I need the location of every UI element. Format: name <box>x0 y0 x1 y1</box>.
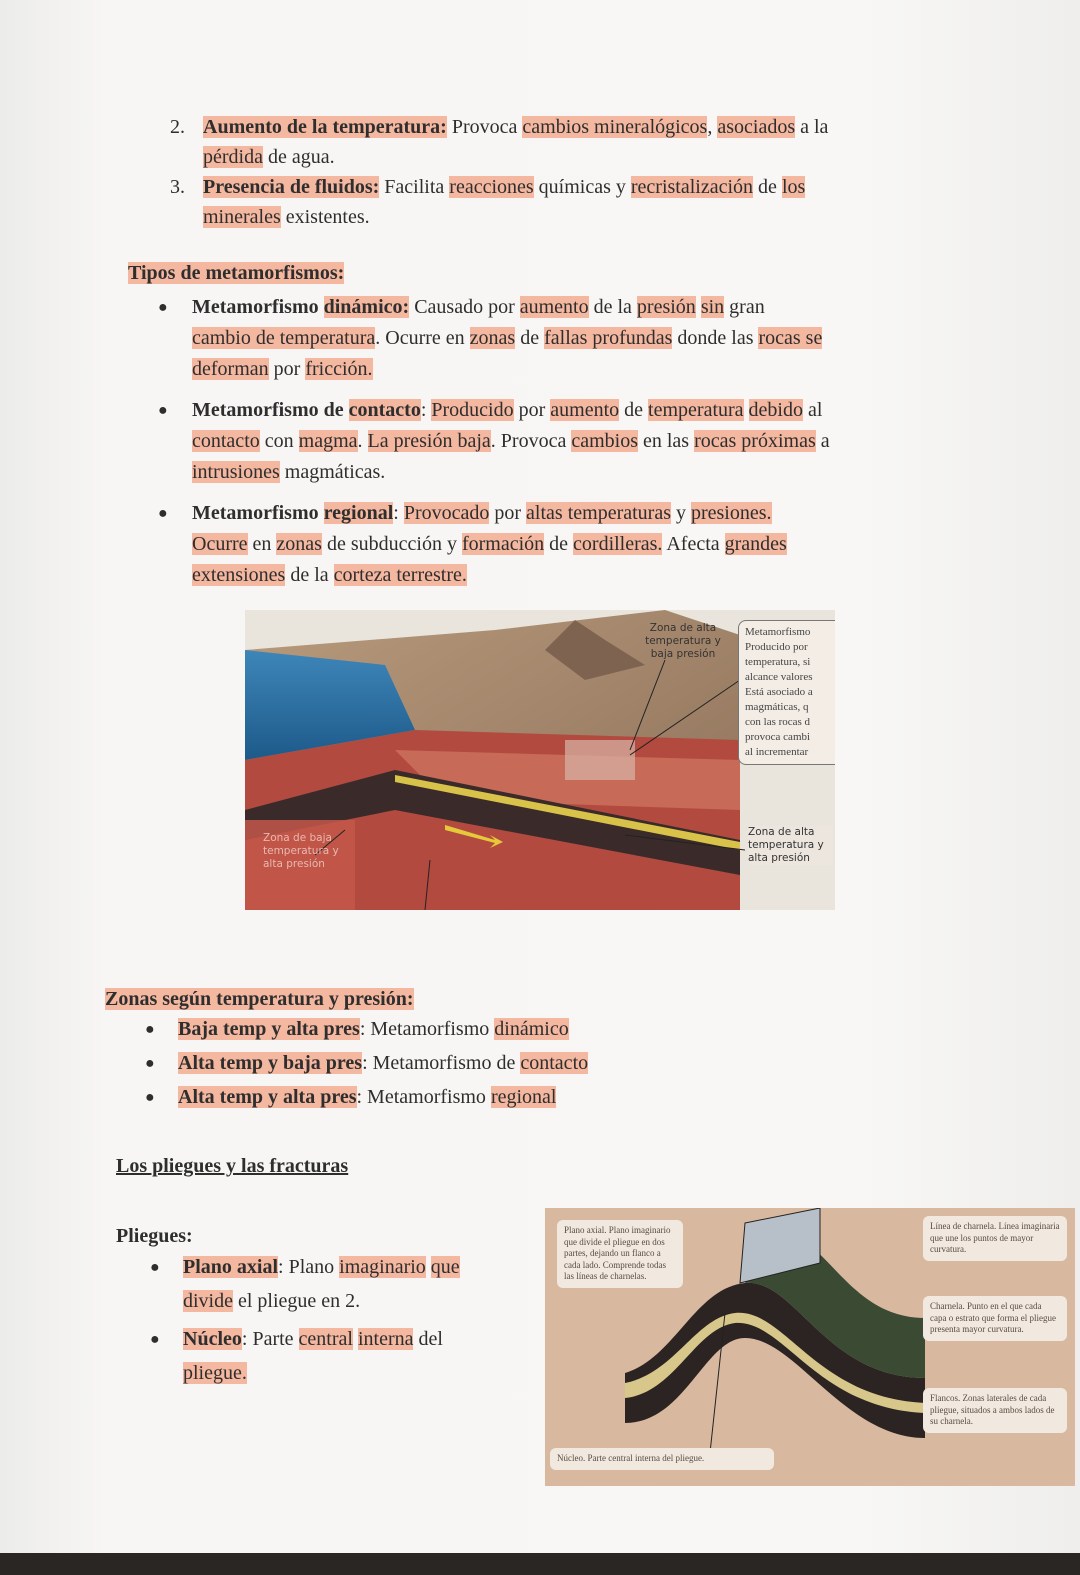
highlighted-text: Plano axial <box>183 1256 279 1278</box>
highlighted-text: fallas profundas <box>544 327 673 349</box>
highlighted-text: cambios <box>571 430 638 452</box>
tipos-heading-text: Tipos de metamorfismos: <box>128 262 345 284</box>
highlighted-text: imaginario <box>339 1256 426 1278</box>
text-segment: Metamorfismo <box>192 502 324 524</box>
text-line <box>203 142 335 173</box>
highlighted-text: central <box>298 1328 353 1350</box>
text-segment: del <box>413 1328 443 1350</box>
text-segment: de <box>753 176 782 198</box>
text-line <box>178 1082 556 1113</box>
text-segment: por <box>513 399 551 421</box>
highlighted-text: los <box>781 176 806 198</box>
highlighted-text: temperatura <box>648 399 744 421</box>
text-line <box>192 354 373 385</box>
text-segment: químicas y <box>533 176 631 198</box>
text-line <box>203 172 805 203</box>
text-segment: : Metamorfismo <box>356 1086 491 1108</box>
highlighted-text: Alta temp y alta pres <box>178 1086 357 1108</box>
zonas-heading <box>105 988 414 1011</box>
highlighted-text: contacto <box>348 399 421 421</box>
bullet-icon: ● <box>145 1055 155 1072</box>
highlighted-text: altas temperaturas <box>526 502 671 524</box>
highlighted-text: grandes <box>724 533 787 555</box>
text-segment: . Provoca <box>490 430 572 452</box>
info-box-line: Está asociado a <box>745 686 813 698</box>
text-segment: de agua. <box>262 146 335 168</box>
info-box-line: al incrementar <box>745 746 809 758</box>
text-segment: Causado por <box>409 296 520 318</box>
label-alta-temp-baja-pres: Zona de alta temperatura y baja presión <box>645 622 721 660</box>
text-line <box>192 498 772 529</box>
text-line <box>192 395 822 426</box>
bullet-icon: ● <box>158 505 168 522</box>
text-segment: : Metamorfismo de <box>362 1052 521 1074</box>
highlighted-text: contacto <box>520 1052 589 1074</box>
fold-diagram <box>545 1208 1075 1486</box>
highlighted-text: asociados <box>717 116 796 138</box>
text-line <box>183 1286 360 1317</box>
highlighted-text: sin <box>700 296 725 318</box>
text-segment <box>744 399 749 421</box>
bullet-icon: ● <box>145 1089 155 1106</box>
text-segment: . <box>357 430 368 452</box>
text-segment: existentes. <box>280 206 370 228</box>
text-line <box>192 426 830 457</box>
text-segment: de la <box>285 564 334 586</box>
section-title: Los pliegues y las fracturas <box>116 1155 349 1177</box>
highlighted-text: corteza terrestre. <box>333 564 467 586</box>
text-segment: Facilita <box>379 176 450 198</box>
info-box-line: alcance valores <box>745 671 813 683</box>
bullet-icon: ● <box>150 1331 160 1348</box>
highlighted-text: interna <box>357 1328 414 1350</box>
bullet-icon: ● <box>158 402 168 419</box>
highlighted-text: aumento <box>519 296 589 318</box>
highlighted-text: extensiones <box>192 564 286 586</box>
text-segment: el pliegue en 2. <box>233 1290 361 1312</box>
text-segment: a la <box>795 116 829 138</box>
highlighted-text: fricción. <box>305 358 373 380</box>
text-segment: de <box>619 399 649 421</box>
list-number: 3. <box>170 176 185 198</box>
highlighted-text: zonas <box>276 533 322 555</box>
highlighted-text: reacciones <box>449 176 534 198</box>
text-segment: de la <box>588 296 637 318</box>
bullet-icon: ● <box>158 299 168 316</box>
highlighted-text: dinámico: <box>323 296 410 318</box>
highlighted-text: pérdida <box>203 146 263 168</box>
text-line <box>192 529 787 560</box>
highlighted-text: rocas se <box>758 327 823 349</box>
highlighted-text: formación <box>461 533 545 555</box>
text-segment: por <box>489 502 527 524</box>
highlighted-text: Provocado <box>403 502 490 524</box>
highlighted-text: deforman <box>192 358 269 380</box>
info-box-line: magmáticas, q <box>745 701 809 713</box>
metamorfismo-info-box <box>738 620 835 765</box>
text-segment: en <box>247 533 277 555</box>
text-line <box>192 323 822 354</box>
text-line <box>183 1358 247 1389</box>
text-segment: magmáticas. <box>279 461 386 483</box>
text-line <box>178 1014 569 1045</box>
metamorphism-diagram <box>245 610 835 910</box>
text-line <box>192 292 765 323</box>
charnela-box: Charnela. Punto en el que cada capa o estrato que forma el pliegue presenta mayor curvatura. <box>923 1296 1067 1341</box>
highlighted-text: temperatura <box>279 327 376 349</box>
photo-bottom-edge <box>0 1553 1080 1575</box>
highlighted-text: contacto <box>192 430 260 452</box>
text-segment: : Metamorfismo <box>359 1018 495 1040</box>
text-segment: , <box>707 116 718 138</box>
text-line <box>192 457 385 488</box>
text-segment: : <box>393 502 404 524</box>
info-box-line: Producido por <box>745 641 808 653</box>
highlighted-text: zonas <box>469 327 516 349</box>
highlighted-text: La presión baja <box>367 430 491 452</box>
highlighted-text: pliegue. <box>183 1362 247 1384</box>
text-segment: a <box>815 430 830 452</box>
text-line <box>178 1048 588 1079</box>
highlighted-text: Producido <box>431 399 514 421</box>
highlighted-text: intrusiones <box>192 461 280 483</box>
highlighted-text: divide <box>183 1290 233 1312</box>
highlighted-text: debido <box>748 399 803 421</box>
nucleo-box: Núcleo. Parte central interna del pliegue. <box>550 1448 774 1470</box>
label-alta-temp-alta-pres: Zona de alta temperatura y alta presión <box>748 826 833 865</box>
text-segment: de subducción y <box>321 533 462 555</box>
text-segment: por <box>268 358 306 380</box>
label-baja-temp-alta-pres: Zona de baja temperatura y alta presión <box>263 832 339 870</box>
text-segment: : <box>420 399 432 421</box>
highlighted-text: regional <box>490 1086 557 1108</box>
text-segment: al <box>802 399 823 421</box>
highlighted-text: recristalización <box>630 176 754 198</box>
bullet-icon: ● <box>150 1259 160 1276</box>
highlighted-text: cambios mineralógicos <box>522 116 708 138</box>
highlighted-text: rocas próximas <box>694 430 816 452</box>
text-segment: . Ocurre en <box>375 327 470 349</box>
text-line <box>183 1324 443 1355</box>
text-line <box>203 112 828 143</box>
text-segment: en las <box>638 430 695 452</box>
text-segment: Metamorfismo de <box>192 399 349 421</box>
highlighted-text: magma <box>298 430 358 452</box>
info-box-line: con las rocas d <box>745 716 811 728</box>
text-segment: : Plano <box>278 1256 340 1278</box>
tipos-heading <box>128 262 344 285</box>
text-segment: Metamorfismo <box>192 296 324 318</box>
highlighted-text: que <box>430 1256 460 1278</box>
text-line <box>203 202 370 233</box>
linea-charnela-box: Línea de charnela. Línea imaginaria que une los puntos de mayor curvatura. <box>923 1216 1067 1261</box>
list-number: 2. <box>170 116 185 138</box>
highlighted-text: cambio de <box>192 327 280 349</box>
highlighted-text: dinámico <box>494 1018 569 1040</box>
pliegues-heading: Pliegues: <box>116 1225 193 1247</box>
info-box-line: Metamorfismo <box>745 626 811 638</box>
highlighted-text: Alta temp y baja pres <box>178 1052 363 1074</box>
highlighted-text: cordilleras. <box>573 533 663 555</box>
bullet-icon: ● <box>145 1021 155 1038</box>
text-segment: gran <box>724 296 765 318</box>
text-line <box>192 560 467 591</box>
highlighted-text: presiones. <box>690 502 772 524</box>
highlighted-text: aumento <box>550 399 620 421</box>
highlighted-text: Baja temp y alta pres <box>178 1018 360 1040</box>
highlighted-text: minerales <box>203 206 281 228</box>
text-segment: de <box>515 327 545 349</box>
highlighted-text: Núcleo <box>183 1328 242 1350</box>
highlighted-text: regional <box>323 502 394 524</box>
info-box-line: provoca cambi <box>745 731 811 743</box>
text-segment: de <box>544 533 574 555</box>
highlighted-text: Aumento de la temperatura: <box>203 116 447 138</box>
flancos-box: Flancos. Zonas laterales de cada pliegue, situados a ambos lados de su charnela. <box>923 1388 1067 1433</box>
text-segment: y <box>670 502 691 524</box>
highlighted-text: Ocurre <box>192 533 248 555</box>
text-segment: donde las <box>672 327 759 349</box>
plano-axial-box: Plano axial. Plano imaginario que divide el pliegue en dos partes, dejando un flanco a cada lado. Comprende todas las líneas de charnelas. <box>557 1220 683 1288</box>
text-line <box>183 1252 460 1283</box>
text-segment: : Parte <box>241 1328 299 1350</box>
info-box-line: temperatura, si <box>745 656 811 668</box>
text-segment: Afecta <box>662 533 725 555</box>
text-segment: con <box>259 430 299 452</box>
text-segment: Provoca <box>446 116 523 138</box>
highlighted-text: Presencia de fluidos: <box>203 176 380 198</box>
highlighted-text: presión <box>636 296 696 318</box>
zonas-heading-text: Zonas según temperatura y presión: <box>105 988 414 1010</box>
